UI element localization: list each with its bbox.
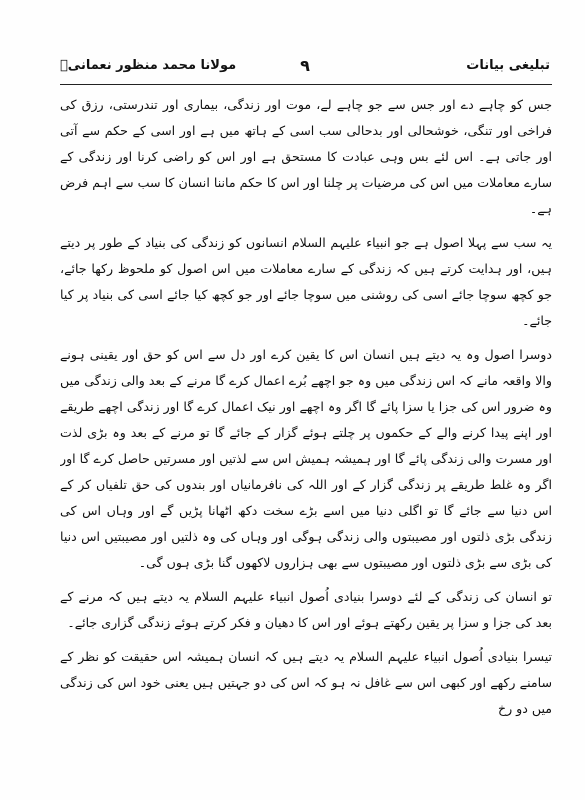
paragraph-text: تو انسان کی زندگی کے لئے دوسرا بنیادی اُصول انبیاء علیہم السلام یہ دیتے ہیں کہ مرنے کے بعد کی جزا و سزا پر یقین رکھتے ہوئے اور اس کا دھیان و فکر کرتے ہوئے زندگی گزاری جائے۔ <box>60 589 552 630</box>
author-name: مولانا محمد منظور نعمانیؒ <box>60 58 237 73</box>
running-header <box>60 58 550 84</box>
paragraph <box>60 230 552 334</box>
paragraph <box>60 644 552 722</box>
paragraph <box>60 342 552 576</box>
book-title: تبلیغی بیانات <box>466 58 550 73</box>
body-text <box>60 92 552 792</box>
paragraph-text: دوسرا اصول وہ یہ دیتے ہیں انسان اس کا یقین کرے اور دل سے اس کو حق اور یقینی ہونے والا واقعہ مانے کہ اس زندگی میں وہ جو اچھے بُرے اعمال کرے گا مرنے کے بعد والی زندگی میں وہ ضرور اس کی جزا یا سزا پائے گا اگر وہ اچھے اور نیک اعمال کرے گا اور زندگی اچھے طریقے اور اپنے پیدا کرنے والے کے حکموں پر چلتے ہوئے گزار کے جائے گا تو مرنے کے بعد وہ بڑی لذت اور مسرت والی زندگی پائے گا اور ہمیشہ ہمیش اس سے لذتیں اور مسرتیں حاصل کرے گا اور اگر وہ غلط طریقے پر زندگی گزار کے اور اللہ کی نافرمانیاں اور بندوں کی حق تلفیاں کر کے اس دنیا سے جائے گا تو اگلی دنیا میں اسے بڑے سخت دکھ اٹھانا پڑیں گے اور وہاں اس کی زندگی بڑی ذلتوں اور مصیبتوں والی زندگی ہوگی اور وہاں کی وہ ذلتیں اور مصیبتیں اس دنیا کی بڑی سے بڑی ذلتوں اور مصیبتوں سے بھی ہزاروں لاکھوں گنا بڑی ہوں گی۔ <box>60 347 552 570</box>
paragraph <box>60 584 552 636</box>
paragraph-text: جس کو چاہے دے اور جس سے جو چاہے لے، موت اور زندگی، بیماری اور تندرستی، رزق کی فراخی اور تنگی، خوشحالی اور بدحالی سب اسی کے ہاتھ میں ہے اور اسی کے حکم سے آتی اور جاتی ہے۔ اس لئے بس وہی عبادت کا مستحق ہے اور اس کو راضی کرنا اور زندگی کے سارے معاملات میں اس کی مرضیات پر چلنا اور اس کا حکم ماننا انسان کا سب سے اہم فرض ہے۔ <box>60 97 552 216</box>
paragraph <box>60 92 552 222</box>
page-number: ۹ <box>300 56 310 75</box>
paragraph-text: یہ سب سے پہلا اصول ہے جو انبیاء علیہم السلام انسانوں کو زندگی کی بنیاد کے طور پر دیتے ہیں، اور ہدایت کرتے ہیں کہ زندگی کے سارے معاملات میں اس اصول کو ملحوظ رکھا جائے، جو کچھ سوچا جائے اسی کی روشنی میں سوچا جائے اور جو کچھ کیا جائے اسی کی بنیاد پر کیا جائے۔ <box>60 235 552 328</box>
header-rule <box>60 84 552 85</box>
paragraph-text: تیسرا بنیادی اُصول انبیاء علیہم السلام یہ دیتے ہیں کہ انسان ہمیشہ اس حقیقت کو نظر کے سامنے رکھے اور کبھی اس سے غافل نہ ہو کہ اس کی دو جہتیں ہیں یعنی خود اس کی زندگی میں دو رخ <box>60 649 552 716</box>
